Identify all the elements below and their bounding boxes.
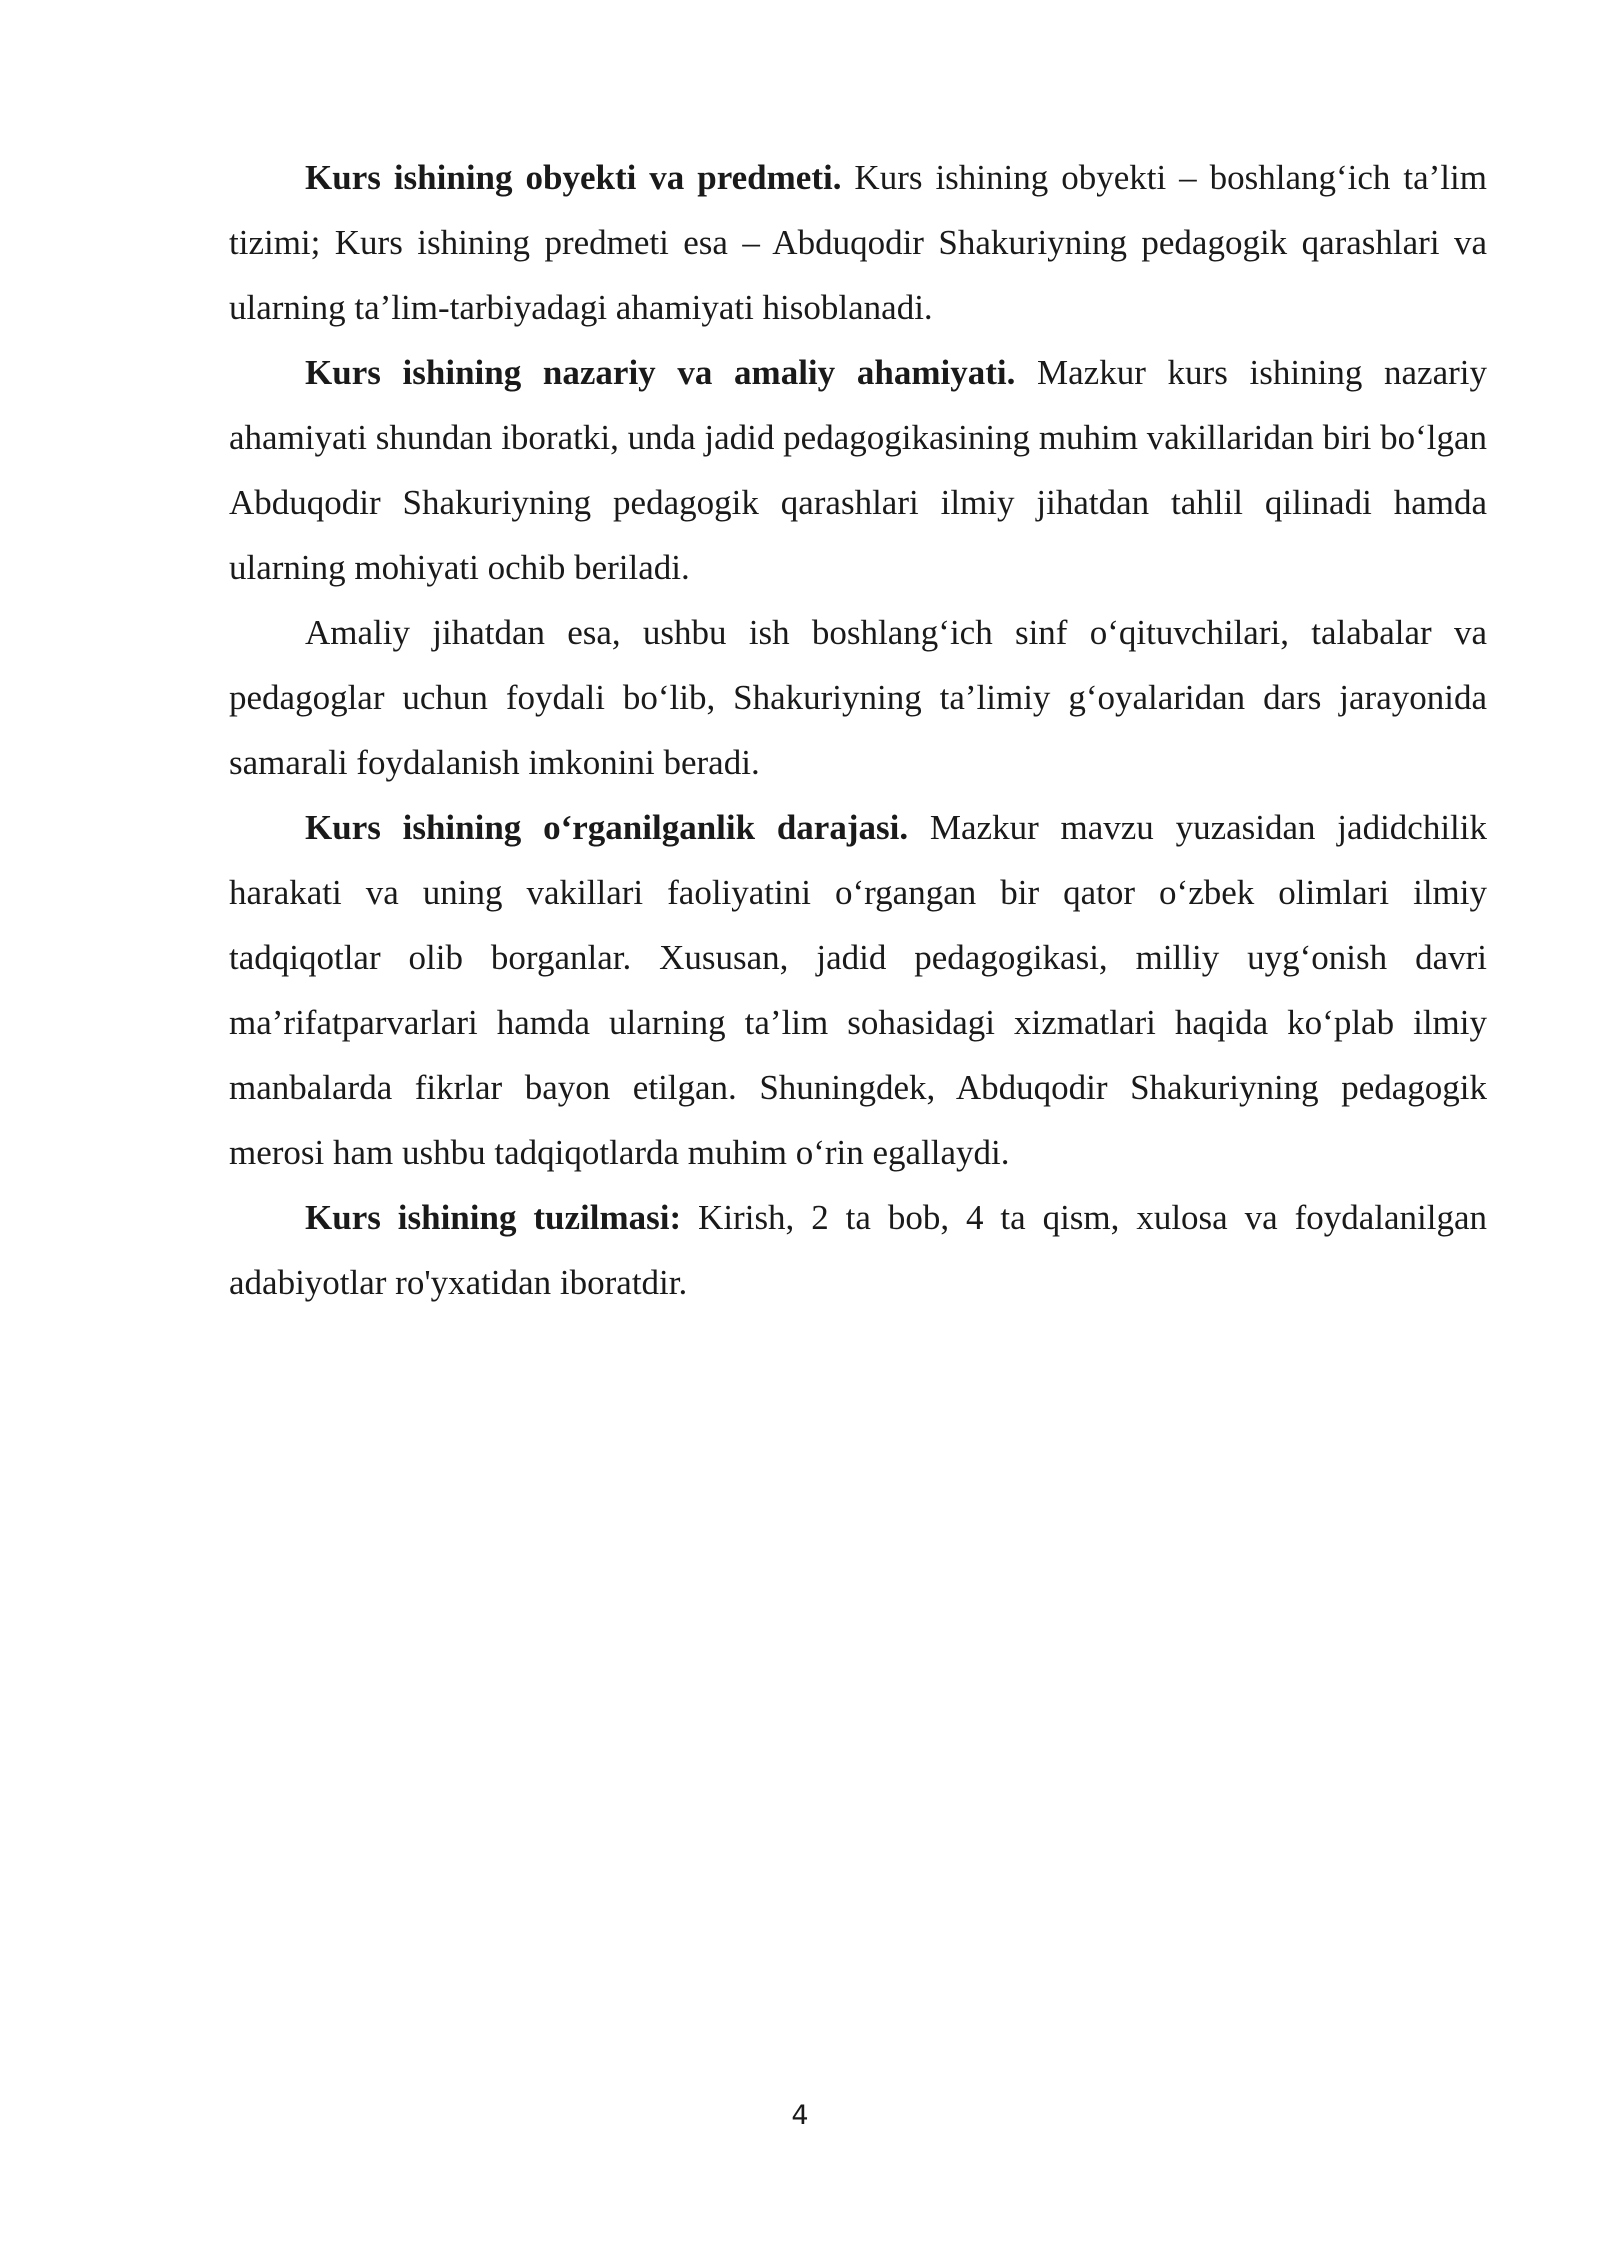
paragraph-practical [229,600,1487,795]
paragraph-structure [229,1185,1487,1315]
paragraph-text: Kurs ishining obyekti – boshlang‘ich ta’lim tizimi; Kurs ishining predmeti esa – Abduqodir Shakuriyning pedagogik qarashlari va ularning ta’lim-tarbiyadagi ahamiyati hisoblanadi. [229,158,1487,327]
paragraph-research-level [229,795,1487,1185]
paragraph-heading: Kurs ishining o‘rganilganlik darajasi. [305,808,909,847]
paragraph-heading: Kurs ishining obyekti va predmeti. [305,158,842,197]
paragraph-text: Amaliy jihatdan esa, ushbu ish boshlang‘ich sinf o‘qituvchilari, talabalar va pedagoglar uchun foydali bo‘lib, Shakuriyning ta’limiy g‘oyalaridan dars jarayonida samarali foydalanish imkonini beradi. [229,613,1487,782]
page-body [229,145,1487,1315]
paragraph-text: Mazkur kurs ishining nazariy ahamiyati shundan iboratki, unda jadid pedagogikasining muhim vakillaridan biri bo‘lgan Abduqodir Shakuriyning pedagogik qarashlari ilmiy jihatdan tahlil qilinadi hamda ularning mohiyati ochib beriladi. [229,353,1487,587]
paragraph-heading: Kurs ishining nazariy va amaliy ahamiyati. [305,353,1016,392]
paragraph-text: Mazkur mavzu yuzasidan jadidchilik harakati va uning vakillari faoliyatini o‘rgangan bir qator o‘zbek olimlari ilmiy tadqiqotlar olib borganlar. Xususan, jadid pedagogikasi, milliy uyg‘onish davri ma’rifatparvarlari hamda ularning ta’lim sohasidagi xizmatlari haqida ko‘plab ilmiy manbalarda fikrlar bayon etilgan. Shuningdek, Abduqodir Shakuriyning pedagogik merosi ham ushbu tadqiqotlarda muhim o‘rin egallaydi. [229,808,1487,1172]
paragraph-heading: Kurs ishining tuzilmasi: [305,1198,682,1237]
paragraph-text: Kirish, 2 ta bob, 4 ta qism, xulosa va foydalanilgan adabiyotlar ro'yxatidan iboratdir. [229,1198,1488,1302]
paragraph-object-subject [229,145,1487,340]
page-number: 4 [791,2100,809,2131]
paragraph-significance [229,340,1487,600]
